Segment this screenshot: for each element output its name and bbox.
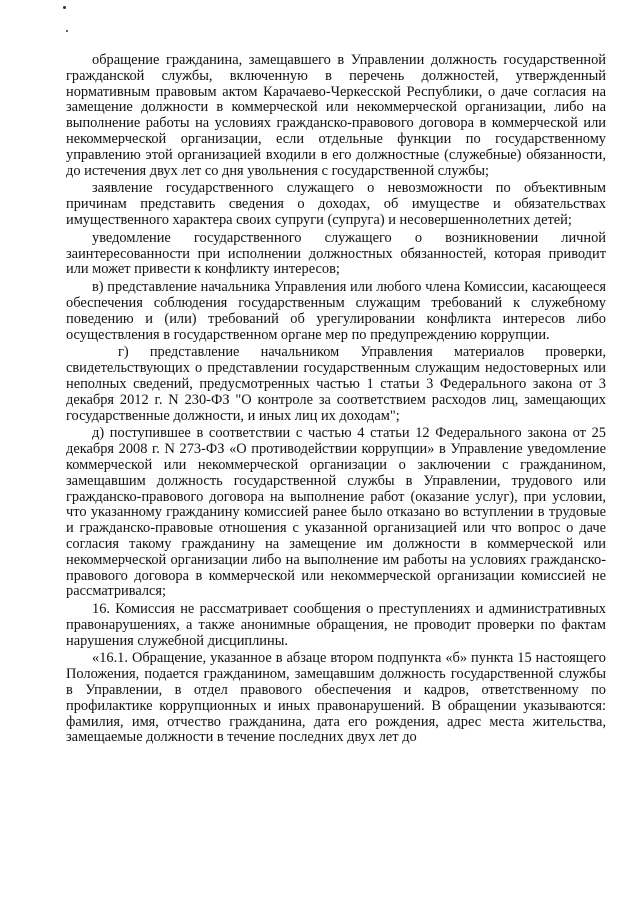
paragraph-appeal: обращение гражданина, замещавшего в Управлении должность государственной гражданской службы, включенную в перечень должностей, утвержденный нормативным правовым актом Карачаево-Черкесской Республики, о даче согласия на замещение должности в коммерческой или некоммерческой организации, либо на выполнение работы на условиях гражданско-правового договора в коммерческой или некоммерческой организации, если отдельные функции по государственному управлению этой организацией входили в его должностные (служебные) обязанности, до истечения двух лет со дня увольнения с государственной службы; — [66, 52, 606, 179]
document-body — [66, 53, 606, 748]
paragraph-notification: уведомление государственного служащего о возникновении личной заинтересованности при исполнении должностных обязанностей, которая приводит или может привести к конфликту интересов; — [66, 229, 606, 278]
scan-speck — [63, 6, 66, 9]
paragraph-item-d: д) поступившее в соответствии с частью 4 статьи 12 Федерального закона от 25 декабря 2008 г. N 273-ФЗ «О противодействии коррупции» в Управление уведомление коммерческой или некоммерческой организации о заключении с гражданином, замещавшим должность государственной службы в Управлении, трудового или гражданско-правового договора на выполнение работ (оказание услуг), при условии, что указанному гражданину комиссией ранее было отказано во вступлении в трудовые и гражданско-правовые отношения с указанной организацией или что вопрос о даче согласия такому гражданину на замещение им должности в коммерческой или некоммерческой организации либо на выполнение им работы на условиях гражданско-правового договора в коммерческой или некоммерческой организации комиссией не рассматривался; — [66, 425, 606, 600]
paragraph-statement: заявление государственного служащего о невозможности по объективным причинам представить сведения о доходах, об имуществе и обязательствах имущественного характера своих супруги (супруга) и несовершеннолетних детей; — [66, 180, 606, 228]
paragraph-section-16: 16. Комиссия не рассматривает сообщения о преступлениях и административных правонарушениях, а также анонимные обращения, не проводит проверки по фактам нарушения служебной дисциплины. — [66, 601, 606, 649]
paragraph-section-16-1: «16.1. Обращение, указанное в абзаце втором подпункта «б» пункта 15 настоящего Положения, подается гражданином, замещавшим должность государственной службы в Управлении, в отдел правового обеспечения и кадров, ответственному по профилактике коррупционных и иных правонарушений. В обращении указываются: фамилия, имя, отчество гражданина, дата его рождения, адрес места жительства, замещаемые должности в течение последних двух лет до — [66, 650, 606, 746]
scan-speck — [66, 30, 68, 32]
paragraph-item-v: в) представление начальника Управления или любого члена Комиссии, касающееся обеспечения соблюдения государственным служащим требований к служебному поведению и (или) требований об урегулировании конфликта интересов либо осуществления в государственном органе мер по предупреждению коррупции. — [66, 279, 606, 343]
paragraph-item-g: г) представление начальником Управления материалов проверки, свидетельствующих о представлении государственным служащим недостоверных или неполных сведений, предусмотренных частью 1 статьи 3 Федерального закона от 3 декабря 2012 г. N 230-ФЗ "О контроле за соответствием расходов лиц, замещающих государственные должности, и иных лиц их доходам"; — [66, 344, 606, 424]
